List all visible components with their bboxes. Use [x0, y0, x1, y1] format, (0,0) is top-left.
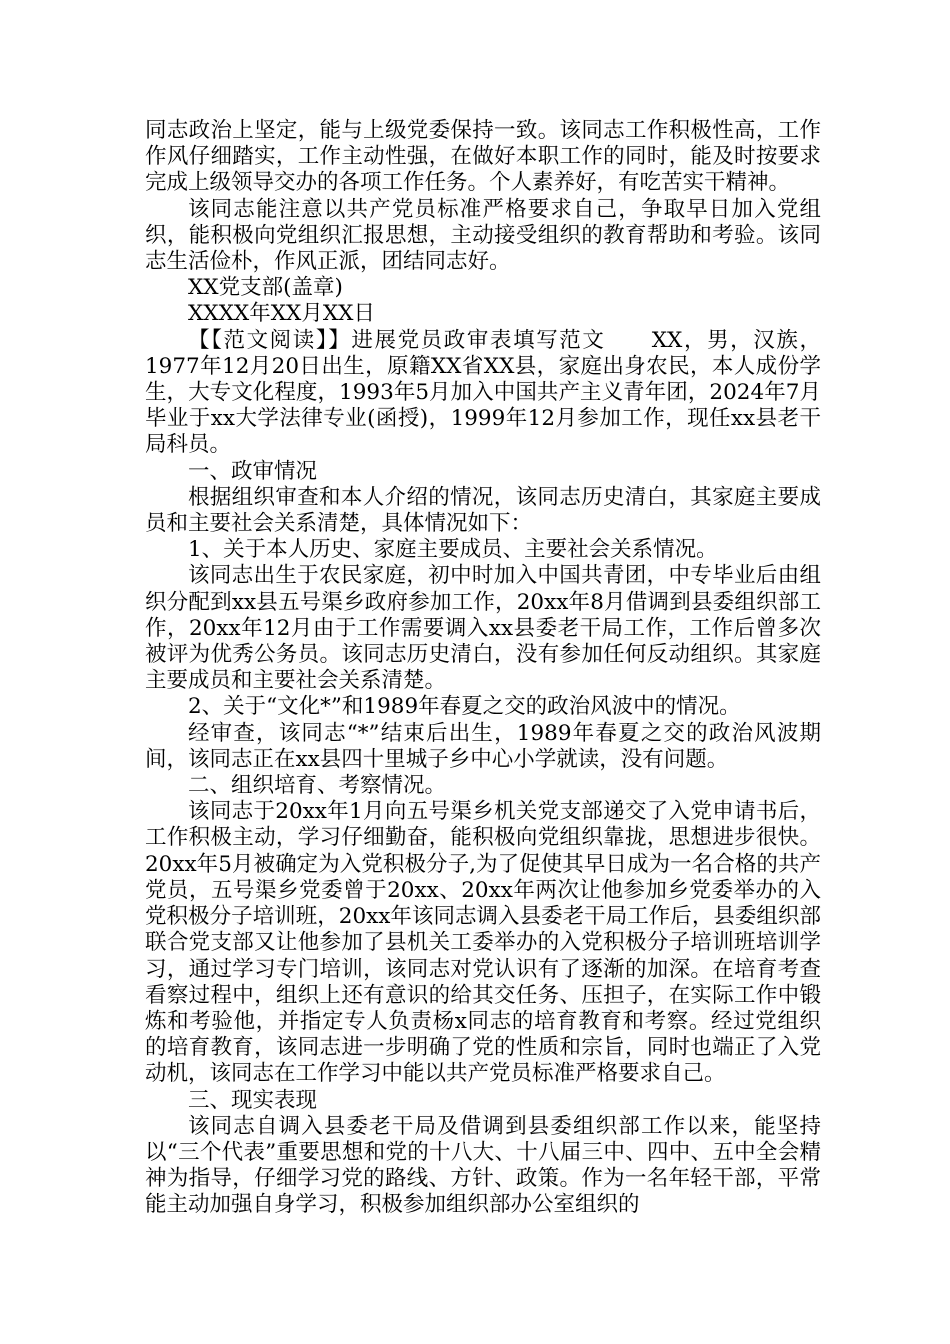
heading-political-review: 一、政审情况: [188, 458, 318, 484]
paragraph-self-requirement: 该同志能注意以共产党员标准严格要求自己，争取早日加入党组织，能积极向党组织汇报思想，主动接受组织的教育帮助和考验。该同志生活俭朴，作风正派，团结同志好。: [145, 196, 821, 275]
paragraph-date: XXXX年XX月XX日: [188, 301, 375, 327]
paragraph-review-summary: 根据组织审查和本人介绍的情况，该同志历史清白，其家庭主要成员和主要社会关系清楚，具体情况如下：: [145, 484, 821, 537]
paragraph-item-1-title: 1、关于本人历史、家庭主要成员、主要社会关系情况。: [188, 537, 718, 563]
paragraph-training-body: 该同志于20xx年1月向五号渠乡机关党支部递交了入党申请书后，工作积极主动，学习仔细勤奋，能积极向党组织靠拢，思想进步很快。20xx年5月被确定为入党积极分子,为了促使其早日成为一名合格的共产党员，五号渠乡党委曾于20xx、20xx年两次让他参加乡党委举办的入党积极分子培训班，20xx年该同志调入县委老干局工作后，县委组织部联合党支部又让他参加了县机关工委举办的入党积极分子培训班培训学习，通过学习专门培训，该同志对党认识有了逐渐的加深。在培育考查看察过程中，组织上还有意识的给其交任务、压担子，在实际工作中锻炼和考验他，并指定专人负责杨x同志的培育教育和考察。经过党组织的培育教育，该同志进一步明确了党的性质和宗旨，同时也端正了入党动机，该同志在工作学习中能以共产党员标准严格要求自己。: [145, 799, 821, 1087]
paragraph-item-2-body: 经审查，该同志“*”结束后出生，1989年春夏之交的政治风波期间，该同志正在xx县四十里城子乡中心小学就读，没有问题。: [145, 720, 821, 772]
paragraph-item-2-title: 2、关于“文化*”和1989年春夏之交的政治风波中的情况。: [188, 694, 741, 720]
heading-current-performance: 三、现实表现: [188, 1087, 318, 1113]
heading-training-review: 二、组织培育、考察情况。: [188, 773, 447, 799]
document-page: [145, 118, 821, 1219]
paragraph-party-branch-seal: XX党支部(盖章): [188, 275, 343, 301]
paragraph-item-1-body: 该同志出生于农民家庭，初中时加入中国共青团，中专毕业后由组织分配到xx县五号渠乡政府参加工作，20xx年8月借调到县委组织部工作，20xx年12月由于工作需要调入xx县委老干局工作，工作后曾多次被评为优秀公务员。该同志历史清白，没有参加任何反动组织。其家庭主要成员和主要社会关系清楚。: [145, 563, 821, 694]
paragraph-performance-body: 该同志自调入县委老干局及借调到县委组织部工作以来，能坚持以“三个代表”重要思想和党的十八大、十八届三中、四中、五中全会精神为指导，仔细学习党的路线、方针、政策。作为一名年轻干部，平常能主动加强自身学习，积极参加组织部办公室组织的: [145, 1113, 821, 1218]
paragraph-intro-continued: 同志政治上坚定，能与上级党委保持一致。该同志工作积极性高，工作作风仔细踏实，工作主动性强，在做好本职工作的同时，能及时按要求完成上级领导交办的各项工作任务。个人素养好，有吃苦实干精神。: [145, 118, 821, 196]
paragraph-sample-intro: 【【范文阅读】】进展党员政审表填写范文 XX，男，汉族，1977年12月20日出生，原籍XX省XX县，家庭出身农民，本人成份学生，大专文化程度，1993年5月加入中国共产主义青年团，2024年7月毕业于xx大学法律专业(函授)，1999年12月参加工作，现任xx县老干局科员。: [145, 327, 821, 458]
